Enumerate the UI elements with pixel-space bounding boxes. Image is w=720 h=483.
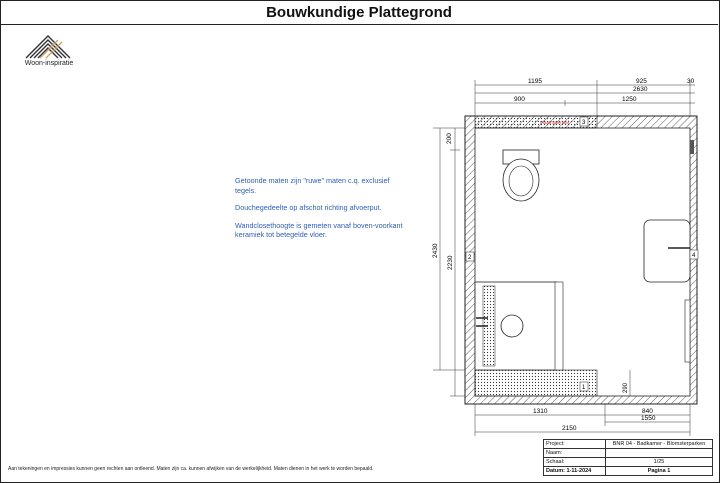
svg-text:2: 2 xyxy=(468,255,472,261)
disclaimer-text: Aan tekeningen en impressies kunnen geen rechten aan ontleend. Maten zijn ca. kunnen afwijken van de werkelijkheid. Maten dienen in het werk te worden bepaald. xyxy=(8,466,374,472)
title-block-row-name xyxy=(544,449,713,458)
dim-1310: 1310 xyxy=(533,408,548,415)
scale-label: Schaal: xyxy=(544,458,606,467)
scale-value: 1/25 xyxy=(606,458,713,467)
wall-label-2 xyxy=(466,252,474,261)
dim-2630: 2630 xyxy=(633,86,648,93)
title-block-row-date xyxy=(544,467,713,476)
name-label: Naam: xyxy=(544,449,606,458)
radiator xyxy=(685,300,690,362)
page-number: Pagina 1 xyxy=(606,467,713,476)
dim-2230: 2230 xyxy=(447,255,454,270)
svg-text:4: 4 xyxy=(692,253,696,259)
wall-box-top xyxy=(475,116,597,128)
date-label: Datum: 1-11-2024 xyxy=(544,467,606,476)
wall-fixture-top-right xyxy=(690,140,694,154)
dim-2430: 2430 xyxy=(432,243,439,258)
name-value xyxy=(606,449,713,458)
logo-text: Woon-inspiratie xyxy=(24,60,74,67)
wall-ledge-bottom xyxy=(475,370,597,396)
svg-text:3: 3 xyxy=(582,120,586,126)
shower-area xyxy=(475,282,563,370)
note-toilet-height: Wandclosethoogte is gemeten vanaf boven-voorkant keramiek tot betegelde vloer. xyxy=(235,220,403,240)
dim-200: 200 xyxy=(446,133,453,144)
wall-label-3 xyxy=(580,117,588,126)
toilet xyxy=(503,150,539,201)
project-label: Project: xyxy=(544,440,606,449)
wall-label-4 xyxy=(690,250,698,259)
note-shower-slope: Douchegedeelte op afschot richting afvoerput. xyxy=(235,203,382,213)
title-block-row-project xyxy=(544,440,713,449)
dim-1550: 1550 xyxy=(641,415,656,422)
title-block xyxy=(543,439,713,476)
note-raw-dimensions: Getoonde maten zijn "ruwe" maten c.q. exclusief tegels. xyxy=(235,176,390,195)
page-title: Bouwkundige Plattegrond xyxy=(266,4,452,21)
dim-290: 290 xyxy=(623,382,629,393)
dim-900: 900 xyxy=(514,96,525,103)
title-block-row-scale xyxy=(544,458,713,467)
svg-text:1: 1 xyxy=(582,385,586,391)
dim-925: 925 xyxy=(636,78,647,85)
dim-2150: 2150 xyxy=(562,425,577,432)
project-value: BNR 04 - Badkamer - Blomsterparken xyxy=(606,440,713,449)
dim-840: 840 xyxy=(642,408,653,415)
wall-label-1 xyxy=(580,382,588,391)
dimension-lines-bottom xyxy=(475,404,690,436)
dimension-lines-top xyxy=(475,80,695,116)
box-label: Plaatmateriaal xyxy=(540,120,569,125)
dim-30: 30 xyxy=(687,78,695,85)
washbasin xyxy=(644,220,690,282)
dim-1195: 1195 xyxy=(528,78,542,85)
dim-1250: 1250 xyxy=(622,96,637,103)
